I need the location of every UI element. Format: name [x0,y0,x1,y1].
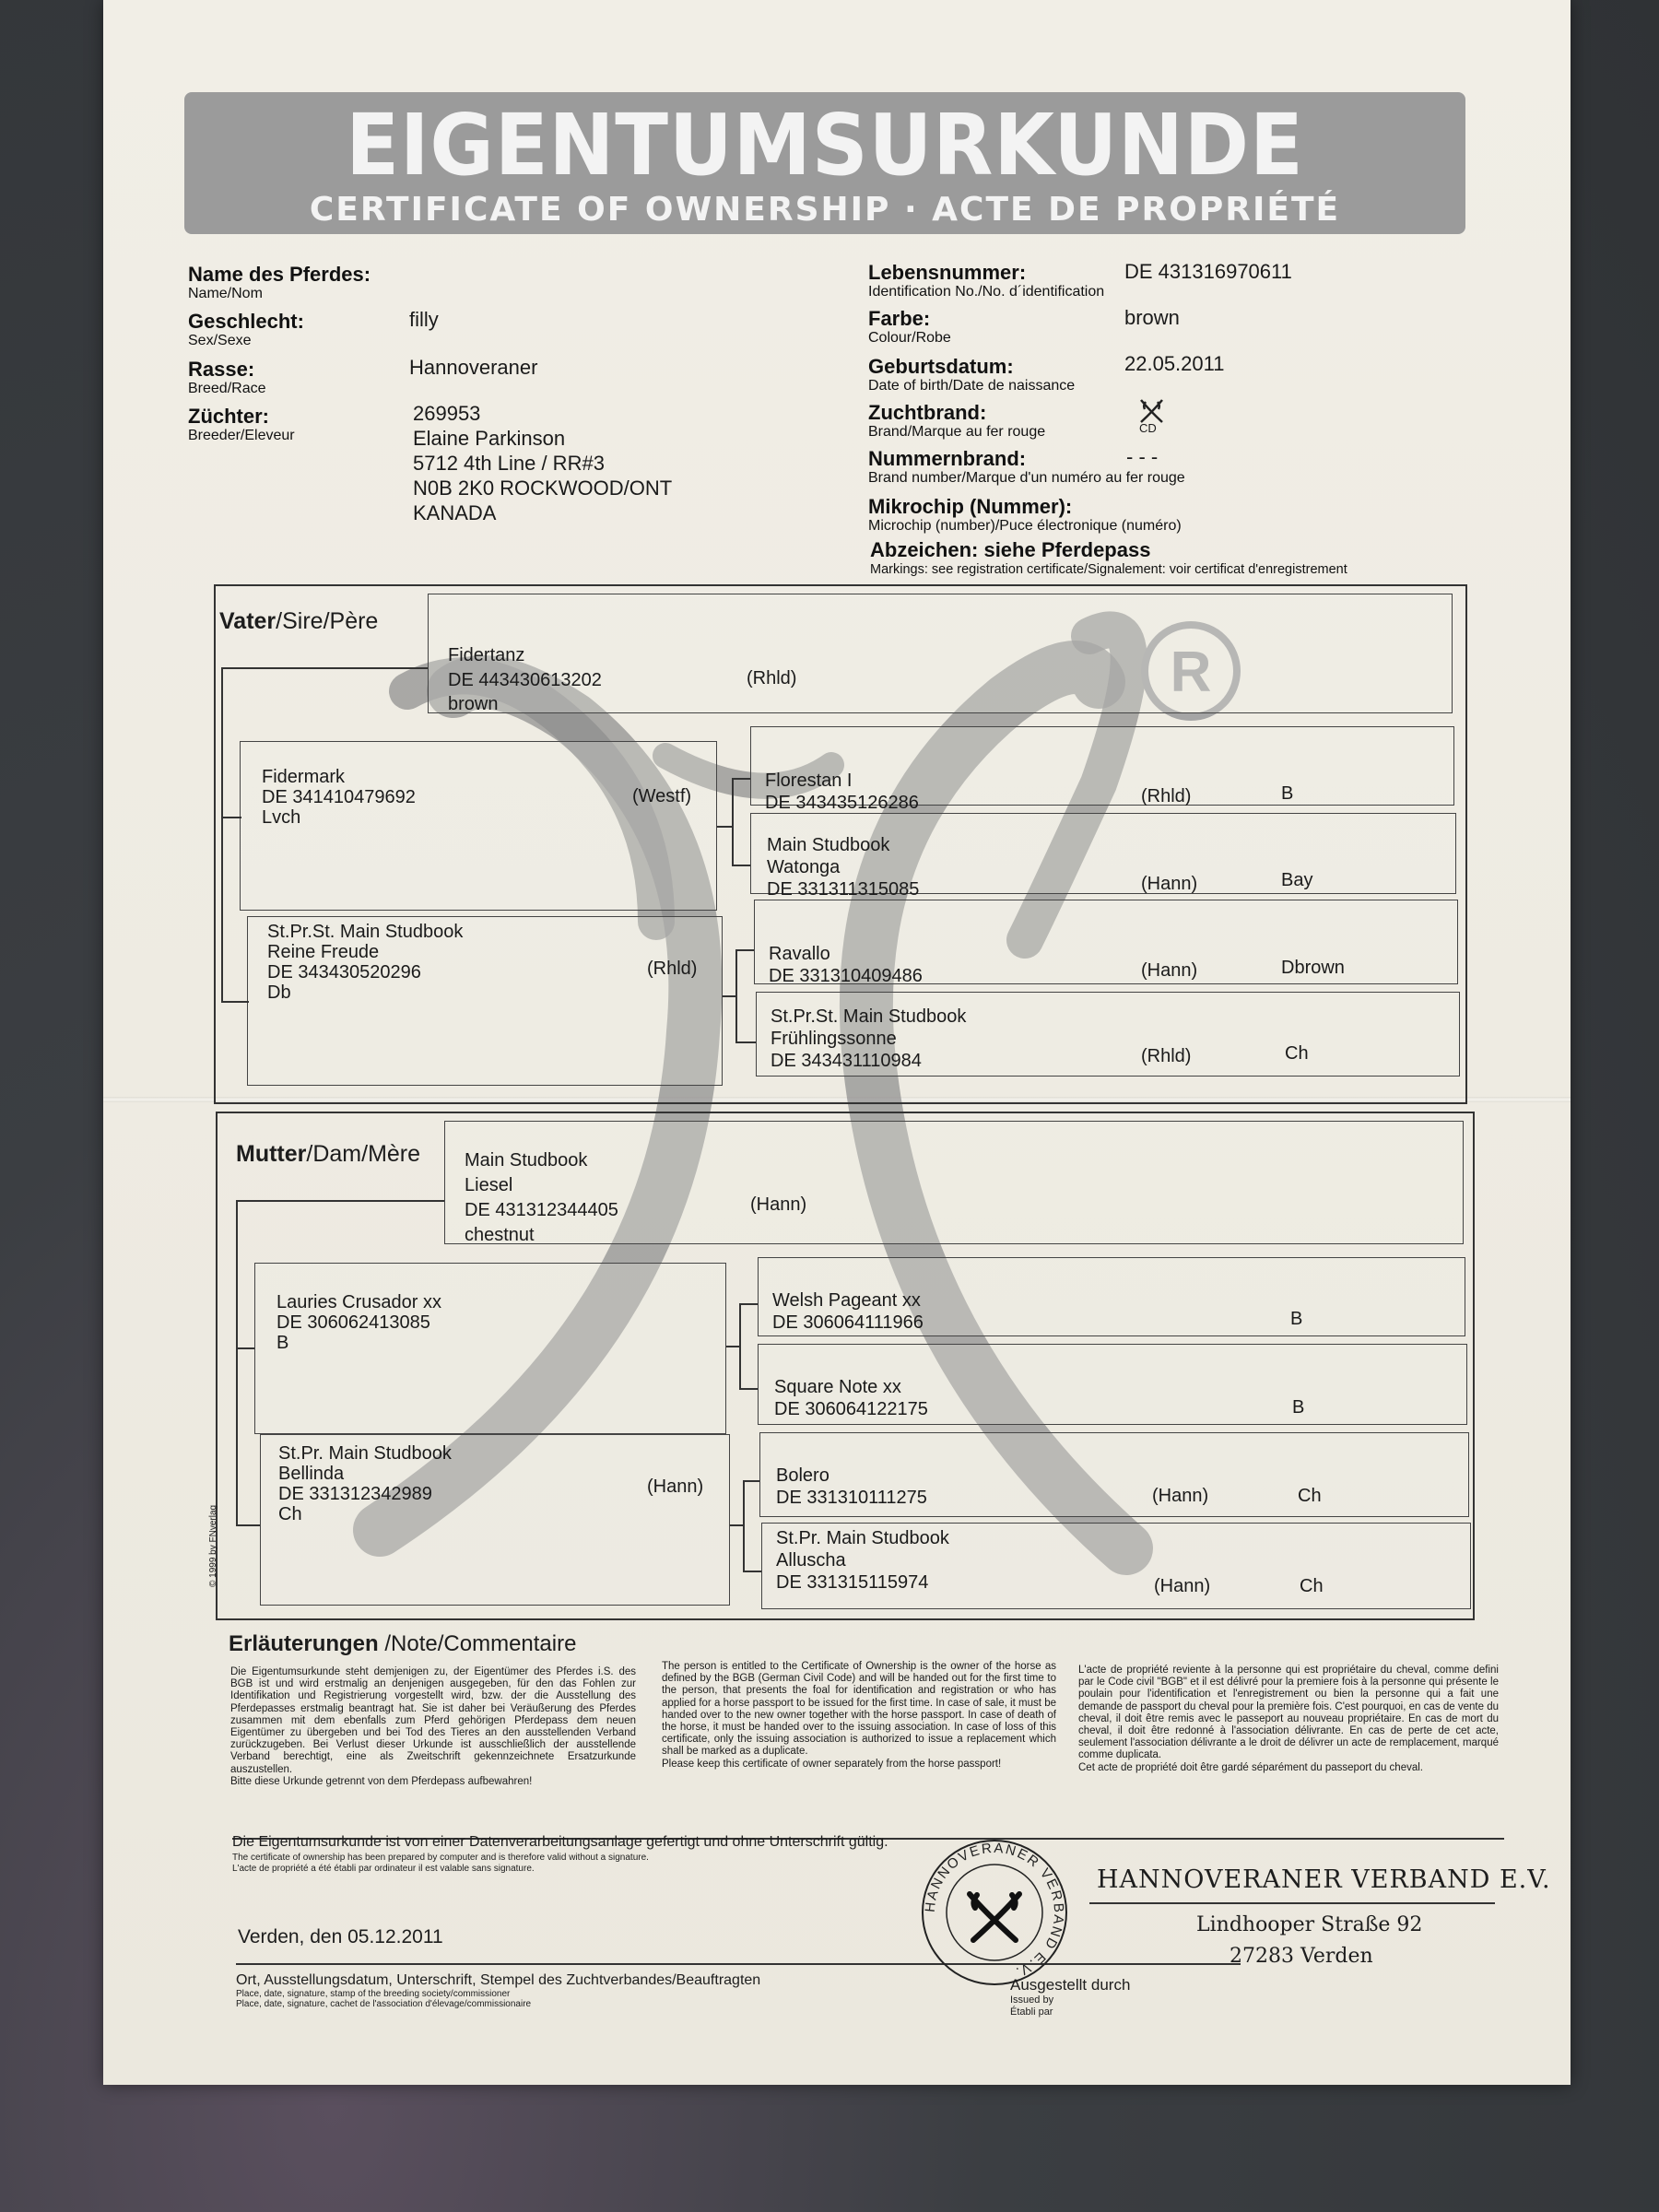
notes-english: The person is entitled to the Certificate of Ownership is the owner of the horse as defined by the BGB (German Civil Code) and will be handed out for the first time to the person, that presents the foal for identification and registration or who has applied for a horse passport to be issued for the first time. In case of sale, it must be handed over to the new owner together with the horse passport. In case of death of the horse, it must be handed over to the issuing association. In case of loss of this certificate, only the issuing association is authorized to issue a replacement which shall be marked as a duplicate. Please keep this certificate of owner separately from the horse passport! [662,1661,1056,1770]
pedigree-line [717,826,732,828]
pedigree-line [743,1480,745,1572]
pedigree-line [236,1200,238,1526]
brand-code: CD [1139,421,1157,435]
issued-by-fr: Établi par [1010,2006,1053,2018]
notes-title: Erläuterungen /Note/Commentaire [229,1631,577,1656]
copyright-note: © 1999 by FNverlag [208,1504,218,1587]
pedigree-line [236,1347,254,1349]
pedigree-line [739,1303,758,1305]
breed-value: Hannoveraner [409,356,538,379]
field-horse-name: Name des Pferdes: Name/Nom [188,263,371,301]
registered-mark-icon: R [1170,641,1212,704]
edp-note-en: The certificate of ownership has been prepared by computer and is therefore valid without a signature. [232,1853,649,1863]
association-street: Lindhooper Straße 92 [1196,1913,1423,1936]
signature-label-fr: Place, date, signature, cachet de l'association d'élevage/commissionaire [236,1999,532,2009]
sire-box [428,594,1453,713]
dam-box [444,1121,1464,1244]
pedigree-line [732,865,750,866]
document-title: EIGENTUMSURKUNDE [346,96,1304,194]
association-seal-icon [916,1834,1073,1991]
life-number-value: DE 431316970611 [1124,260,1292,283]
edp-note-fr: L'acte de propriété a été établi par ordinateur il est valable sans signature. [232,1864,535,1874]
pedigree-line [236,1524,260,1526]
pedigree-line [735,1041,756,1043]
association-city: 27283 Verden [1230,1945,1373,1968]
pedigree-line [732,778,750,780]
pedigree-line [726,1346,739,1347]
issued-by-en: Issued by [1010,1994,1054,2006]
breeder-line: 269953 [413,402,481,425]
field-breeder: Züchter: Breeder/Eleveur [188,405,295,443]
pedigree-line [730,1524,743,1526]
issued-by-label: Ausgestellt durch [1010,1976,1131,1994]
pedigree-line [221,817,241,818]
pedigree-line [221,667,223,1003]
notes-french: L'acte de propriété reviente à la personne qui est propriétaire du cheval, comme defini par le Code civil "BGB" et il est délivré pour la premiere fois à la personne qui présente le poulain pour l'identification et l'enregistrement ou bien la personne qui a fait une demande de passport du cheval pour la première fois. C'est pourquoi, en cas de vente du cheval, il doit être remis avec le passeport au nouveau propriétaire. En cas de mort du cheval, il doit être redonné à l'association délivrante. En cas de perte de cet acte, seulement l'association délivrante a le droit de délivrer un acte de remplacement, marqué comme duplicata. Cet acte de propriété doit être gardé séparément du passeport du cheval. [1078,1665,1499,1773]
breeder-line: 5712 4th Line / RR#3 [413,452,605,475]
field-markings: Abzeichen: siehe Pferdepass Markings: see registration certificate/Signalement: voir certificat d'enregistrement [870,538,1347,577]
dam-section-title: Mutter/Dam/Mère [236,1141,421,1167]
document-subtitle: CERTIFICATE OF OWNERSHIP · ACTE DE PROPRIÉTÉ [309,191,1341,229]
field-microchip: Mikrochip (Nummer): Microchip (number)/Puce électronique (numéro) [868,495,1182,534]
pedigree-line [236,1200,444,1202]
sex-value: filly [409,308,439,331]
sire-section-title: Vater/Sire/Père [219,608,379,634]
signature-label-en: Place, date, signature, stamp of the breeding society/commissioner [236,1989,511,1999]
breeder-line: N0B 2K0 ROCKWOOD/ONT [413,477,673,500]
pedigree-line [743,1480,759,1482]
field-brand: Zuchtbrand: Brand/Marque au fer rouge [868,401,1046,440]
association-name: HANNOVERANER VERBAND E.V. [1097,1865,1551,1894]
number-brand-value: - - - [1126,445,1159,468]
edp-note: Die Eigentumsurkunde ist von einer Datenverarbeitungsanlage gefertigt und ohne Unterschrift gültig. [232,1834,888,1850]
org-underline [1089,1902,1495,1904]
pedigree-line [732,778,734,866]
pedigree-line [735,949,737,1043]
pedigree-line [221,1001,249,1003]
certificate-paper: EIGENTUMSURKUNDE CERTIFICATE OF OWNERSHIP · ACTE DE PROPRIÉTÉ Name des Pferdes: Name/Nom Geschlecht: Sex/Sexe filly Rasse: Breed/Race Hannoveraner Züchter: Breeder/Eleveur 269953 Elaine Parkinson 5712 4th Line / RR#3 N0B 2K0 ROCKWOOD/ONT KANADA Lebensnummer: Identification No./No. d´identification DE 431316970611 Farbe: Colour/Robe brown Geburtsdatum: Date of birth/Date de naissance 22.05.2011 Zuchtbrand: Brand/Marque au fer rouge CD Nummernbrand: Brand number/Marque d'un numéro au fer rouge - - - Mikrochip (Nummer): Microchip (number)/Puce électronique (numéro) Abzeichen: siehe Pferdepass Markings: see registration certificate/Signalement: voir certificat d'enregistrement R Vater/Sire/Père Fidertanz DE 443430613202 brown (Rhld) Fidermark DE 341410479692 Lvch (Westf) St.Pr.St. Main Studbook Reine Freude DE 343430520296 Db (Rhld) Florestan I DE 343435126286 (Rhld) B Main Studbook Watonga DE 331311315085 (Hann) Bay Ravallo DE 331310409486 (Hann) Dbrown St.Pr.St. Main Studbook Frühlingssonne DE 343431110984 (Rhld) Ch Mutter/Dam/Mère Main Studbook Liesel DE 431312344405 chestnut (Hann) Lauries Crusador xx DE 306062413085 B St.Pr. Main Studbook Bellinda DE 331312342989 Ch (Hann) Welsh Pageant xx DE 306064111966 B Square Note xx DE 306064122175 B Bolero DE 331310111275 (Hann) Ch St.Pr. Main Studbook Alluscha DE 331315115974 (Hann) Ch © 1999 by FNverlag Erläuterungen /Note/Commentaire Die Eigentumsurkunde steht demjenigen zu, der Eigentümer des Pferdes i.S. des BGB ist und wird erstmalig an denjenigen ausgegeben, für den das Fohlen zur Identifikation und Registrierung vorgestellt wird, bzw. der die Ausstellung des Pferdepasses erstmalig beantragt hat. Sie ist daher bei Veräußerung des Pferdes zusammen mit dem ebenfalls zum Pferd gehörigen Pferdepass dem neuen Eigentümer zu übergeben und bei Tod des Tieres an den ausstellenden Verband zurückzugeben. Bei Verlust dieser Urkunde ist ausschließlich der ausstellende Verband berechtigt, eine als Zweitschrift gekennzeichnete Ersatzurkunde auszustellen. Bitte diese Urkunde getrennt von dem Pferdepass aufbewahren! The person is entitled to the Certificate of Ownership is the owner of the horse as defined by the BGB (German Civil Code) and will be handed out for the first time to the person, that presents the foal for identification and registration or who has applied for a horse passport to be issued for the first time. In case of sale, it must be handed over to the new owner together with the horse passport. In case of death of the horse, it must be handed over to the issuing association. In case of loss of this certificate, only the issuing association is authorized to issue a replacement which shall be marked as a duplicate. Please keep this certificate of owner separately from the horse passport! L'acte de propriété reviente à la personne qui est propriétaire du cheval, comme defini par le Code civil "BGB" et il est délivré pour la premiere fois à la personne qui présente le poulain pour l'identification et l'enregistrement ou bien la personne qui a fait une demande de passport du cheval pour la première fois. C'est pourquoi, en cas de vente du cheval, il doit être remis avec le passeport au nouveau propriétaire. En cas de mort du cheval, il doit être redonné à l'association délivrante. En cas de perte de cet acte, seulement l'association délivrante a le droit de délivrer un acte de remplacement, marqué comme duplicata. Cet acte de propriété doit être gardé séparément du passeport du cheval. Die Eigentumsurkunde ist von einer Datenverarbeitungsanlage gefertigt und ohne Unterschrift gültig. The certificate of ownership has been prepared by computer and is therefore valid without a signature. L'acte de propriété a été établi par ordinateur il est valable sans signature. Verden, den 05.12.2011 Ort, Ausstellungsdatum, Unterschrift, Stempel des Zuchtverbandes/Beauftragten Place, date, signature, stamp of the breeding society/commissioner Place, date, signature, cachet de l'association d'élevage/commissionaire HANNOVERANER VERBAND E.V. HANNOVERANER VERBAND E.V. Lindhooper Straße 92 27283 Verden Ausgestellt durch Issued by Établi par [103,0,1571,2085]
field-sex: Geschlecht: Sex/Sexe [188,310,304,348]
field-dob: Geburtsdatum: Date of birth/Date de naissance [868,355,1076,394]
field-breed: Rasse: Breed/Race [188,358,266,396]
breeder-line: Elaine Parkinson [413,427,566,450]
signature-line [236,1963,1241,1965]
field-number-brand: Nummernbrand: Brand number/Marque d'un numéro au fer rouge [868,447,1185,486]
pedigree-line [743,1571,761,1572]
pedigree-line [723,995,735,997]
signature-label: Ort, Ausstellungsdatum, Unterschrift, Stempel des Zuchtverbandes/Beauftragten [236,1972,761,1988]
notes-german: Die Eigentumsurkunde steht demjenigen zu, der Eigentümer des Pferdes i.S. des BGB ist und wird erstmalig an denjenigen ausgegeben, für den das Fohlen zur Identifikation und Registrierung vorgestellt wird, bzw. der die Ausstellung des Pferdepasses erstmalig beantragt hat. Sie ist daher bei Veräußerung des Pferdes zusammen mit dem ebenfalls zum Pferd gehörigen Pferdepass dem neuen Eigentümer zu übergeben und bei Tod des Tieres an den ausstellenden Verband zurückzugeben. Bei Verlust dieser Urkunde ist ausschließlich der ausstellende Verband berechtigt, eine als Zweitschrift gekennzeichnete Ersatzurkunde auszustellen. Bitte diese Urkunde getrennt von dem Pferdepass aufbewahren! [230,1666,636,1787]
field-colour: Farbe: Colour/Robe [868,307,951,346]
pedigree-line [739,1388,758,1390]
colour-value: brown [1124,306,1180,329]
grandsire-maternal-box [254,1263,726,1434]
pedigree-line [221,667,428,669]
dob-value: 22.05.2011 [1124,352,1225,375]
pedigree-line [735,949,754,951]
place-and-date: Verden, den 05.12.2011 [238,1926,443,1947]
pedigree-line [739,1303,741,1390]
breeder-line: KANADA [413,501,497,524]
field-life-number: Lebensnummer: Identification No./No. d´identification [868,261,1105,300]
svg-text:HANNOVERANER VERBAND E.V.: HANNOVERANER VERBAND E.V. [922,1840,1067,1981]
